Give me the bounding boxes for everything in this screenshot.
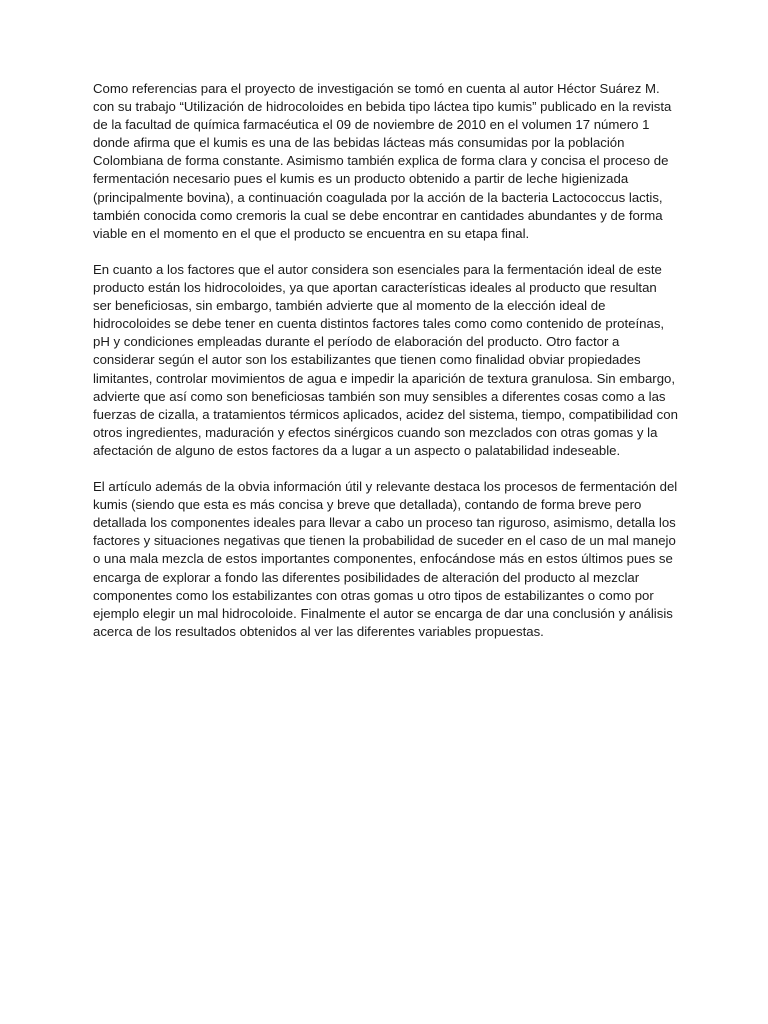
paragraph-1: Como referencias para el proyecto de investigación se tomó en cuenta al autor Héctor Suárez M. con su trabajo “Utilización de hidrocoloides en bebida tipo láctea tipo kumis” publicado en la revista de la facultad de química farmacéutica el 09 de noviembre de 2010 en el volumen 17 número 1 donde afirma que el kumis es una de las bebidas lácteas más consumidas por la población Colombiana de forma constante. Asimismo también explica de forma clara y concisa el proceso de fermentación necesario pues el kumis es un producto obtenido a partir de leche higienizada (principalmente bovina), a continuación coagulada por la acción de la bacteria Lactococcus lactis, también conocida como cremoris la cual se debe encontrar en cantidades abundantes y de forma viable en el momento en el que el producto se encuentra en su etapa final. xyxy=(93,81,672,241)
paragraph-3: El artículo además de la obvia información útil y relevante destaca los procesos de fermentación del kumis (siendo que esta es más concisa y breve que detallada), contando de forma breve pero detallada los componentes ideales para llevar a cabo un proceso tan riguroso, asimismo, detalla los factores y situaciones negativas que tienen la probabilidad de suceder en el caso de un mal manejo o una mala mezcla de estos importantes componentes, enfocándose más en estos últimos pues se encarga de explorar a fondo las diferentes posibilidades de alteración del producto al mezclar componentes como los estabilizantes con otras gomas u otro tipos de estabilizantes o como por ejemplo elegir un mal hidrocoloide. Finalmente el autor se encarga de dar una conclusión y análisis acerca de los resultados obtenidos al ver las diferentes variables propuestas. xyxy=(93,479,678,639)
paragraph-2: En cuanto a los factores que el autor considera son esenciales para la fermentación ideal de este producto están los hidrocoloides, ya que aportan características ideales al producto que resultan ser beneficiosas, sin embargo, también advierte que al momento de la elección ideal de hidrocoloides se debe tener en cuenta distintos factores tales como como contenido de proteínas, pH y condiciones empleadas durante el período de elaboración del producto. Otro factor a considerar según el autor son los estabilizantes que tienen como finalidad obviar propiedades limitantes, controlar movimientos de agua e impedir la aparición de textura granulosa. Sin embargo, advierte que así como son beneficiosas también son muy sensibles a diferentes cosas como a las fuerzas de cizalla, a tratamientos térmicos aplicados, acidez del sistema, tiempo, compatibilidad con otros ingredientes, maduración y efectos sinérgicos cuando son mezclados con otras gomas y la afectación de alguno de estos factores da a lugar a un aspecto o palatabilidad indeseable. xyxy=(93,261,678,458)
document-body xyxy=(93,80,678,659)
